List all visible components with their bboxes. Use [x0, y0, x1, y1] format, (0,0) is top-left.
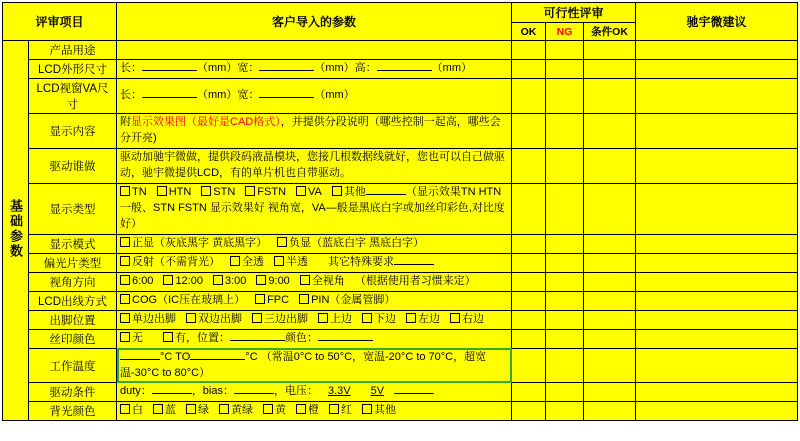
option-text: 绿 — [198, 404, 210, 417]
checkbox-icon[interactable] — [120, 256, 130, 266]
advice-cell[interactable] — [636, 234, 798, 253]
advice-cell[interactable] — [636, 60, 798, 79]
row-item-label: 背光颜色 — [29, 402, 117, 421]
row-parameters-cell[interactable] — [117, 402, 512, 421]
checkbox-icon[interactable] — [362, 313, 372, 323]
row-parameters-cell[interactable] — [117, 272, 512, 291]
category-cell — [3, 41, 29, 421]
option-text: （mm） — [314, 89, 355, 102]
review-ng-cell[interactable] — [546, 348, 584, 383]
table-row — [3, 383, 798, 402]
review-ok-cell[interactable] — [512, 253, 546, 272]
row-item-label: 驱动谁做 — [29, 148, 117, 183]
row-item-label: LCD视窗VA尺寸 — [29, 79, 117, 114]
checkbox-icon[interactable] — [153, 404, 163, 414]
row-item-label: 产品用途 — [29, 41, 117, 60]
row-parameters-cell[interactable] — [117, 79, 512, 114]
advice-cell[interactable] — [636, 383, 798, 402]
col-header-review: 可行性评审 — [512, 3, 636, 23]
review-cond-cell[interactable] — [584, 291, 636, 310]
checkbox-icon[interactable] — [163, 275, 173, 285]
row-parameters-cell[interactable] — [117, 114, 512, 149]
row-item-label: 工作温度 — [29, 348, 117, 383]
option-text: FSTN — [257, 185, 287, 198]
option-text: 上边 — [330, 312, 353, 325]
checkbox-icon[interactable] — [274, 256, 284, 266]
table-row — [3, 79, 798, 114]
checkbox-icon[interactable] — [120, 313, 130, 323]
row-parameters-cell[interactable] — [117, 291, 512, 310]
category-label: 基础参数 — [8, 199, 23, 260]
review-cond-cell[interactable] — [584, 41, 636, 60]
checkbox-icon[interactable] — [186, 404, 196, 414]
row-parameters-cell[interactable] — [117, 183, 512, 234]
row-item-label: 驱动条件 — [29, 383, 117, 402]
option-text: 6:00 — [132, 274, 154, 287]
review-ok-cell[interactable] — [512, 60, 546, 79]
option-text: 黄 — [275, 404, 287, 417]
advice-cell[interactable] — [636, 253, 798, 272]
advice-cell[interactable] — [636, 402, 798, 421]
review-cond-cell[interactable] — [584, 114, 636, 149]
table-header-row — [3, 3, 798, 23]
option-text: COG（IC压在玻璃上） — [132, 293, 246, 306]
checkbox-icon[interactable] — [296, 186, 306, 196]
review-ng-cell[interactable] — [546, 234, 584, 253]
review-ng-cell[interactable] — [546, 310, 584, 329]
row-parameters-cell[interactable] — [117, 348, 512, 383]
review-ng-cell[interactable] — [546, 253, 584, 272]
option-text: 3:00 — [224, 274, 247, 287]
review-ng-cell[interactable] — [546, 41, 584, 60]
checkbox-icon[interactable] — [120, 294, 130, 304]
option-text: 右边 — [462, 312, 485, 325]
table-row — [3, 272, 798, 291]
checkbox-icon[interactable] — [213, 275, 223, 285]
review-cond-cell[interactable] — [584, 329, 636, 348]
checkbox-icon[interactable] — [277, 237, 287, 247]
checkbox-icon[interactable] — [201, 186, 211, 196]
highlighted-note: 显示效果图（最好是CAD格式） — [131, 116, 281, 128]
row-parameters-cell[interactable] — [117, 383, 512, 402]
checkbox-icon[interactable] — [186, 313, 196, 323]
option-text: （mm）高： — [314, 62, 377, 75]
checkbox-icon[interactable] — [329, 404, 339, 414]
checkbox-icon[interactable] — [450, 313, 460, 323]
fill-in-blank[interactable] — [318, 340, 373, 341]
underlined-option[interactable]: 5V — [370, 385, 385, 398]
checkbox-icon[interactable] — [299, 294, 309, 304]
advice-cell[interactable] — [636, 183, 798, 234]
option-text: PIN（金属管脚） — [311, 293, 396, 306]
table-row — [3, 60, 798, 79]
option-text: 有，位置： — [175, 331, 231, 344]
option-text: （显示效果TN HTN一般、STN FSTN 显示效果好 视角宽，VA—般是黑底白字或加丝印彩色,对比度好） — [120, 185, 505, 230]
fill-in-blank[interactable] — [259, 97, 314, 98]
option-text: 长： — [120, 89, 143, 102]
fill-in-blank[interactable] — [190, 359, 245, 360]
row-parameters-cell[interactable] — [117, 234, 512, 253]
option-text: 其它特殊要求 — [328, 255, 395, 268]
review-cond-cell[interactable] — [584, 402, 636, 421]
option-text: 黄绿 — [231, 404, 254, 417]
review-cond-cell[interactable] — [584, 272, 636, 291]
review-form-table — [2, 2, 798, 421]
review-ng-cell[interactable] — [546, 291, 584, 310]
review-ok-cell[interactable] — [512, 402, 546, 421]
review-ok-cell[interactable] — [512, 348, 546, 383]
fill-in-blank[interactable] — [142, 70, 197, 71]
checkbox-icon[interactable] — [256, 275, 266, 285]
option-text: 其他 — [343, 185, 366, 198]
row-parameters-cell[interactable] — [117, 253, 512, 272]
row-item-label: LCD出线方式 — [29, 291, 117, 310]
option-text: ，bias： — [191, 385, 234, 398]
row-parameters-cell[interactable] — [117, 329, 512, 348]
checkbox-icon[interactable] — [362, 404, 372, 414]
checkbox-icon[interactable] — [157, 186, 167, 196]
option-text: 附 — [120, 116, 132, 128]
fill-in-blank[interactable] — [152, 393, 192, 394]
fill-in-blank[interactable] — [394, 393, 434, 394]
underlined-option[interactable]: 3.3V — [328, 385, 351, 398]
checkbox-icon[interactable] — [219, 404, 229, 414]
review-cond-cell[interactable] — [584, 253, 636, 272]
option-text: 橙 — [308, 404, 320, 417]
advice-cell[interactable] — [636, 79, 798, 114]
table-row — [3, 310, 798, 329]
option-text: °C TO — [160, 350, 191, 363]
review-cond-cell[interactable] — [584, 79, 636, 114]
checkbox-icon[interactable] — [406, 313, 416, 323]
option-text: ，并提供分段说明（哪些控制一起高，哪些会分开亮) — [120, 116, 501, 144]
table-row — [3, 234, 798, 253]
option-text: 反射（不需背光） — [132, 255, 221, 268]
advice-cell[interactable] — [636, 348, 798, 383]
row-item-label: 显示类型 — [29, 183, 117, 234]
option-text: 半透 — [286, 255, 309, 268]
review-cond-cell[interactable] — [584, 148, 636, 183]
checkbox-icon[interactable] — [163, 332, 173, 342]
review-ng-cell[interactable] — [546, 272, 584, 291]
option-text: 驱动加驰宇微做，提供段码液晶模块，您接几根数据线就好，您也可以自己做驱动，驰宇微提供LCD，有的单片机也自带驱动。 — [120, 150, 506, 179]
option-text: （mm）宽： — [197, 89, 260, 102]
review-cond-cell[interactable] — [584, 234, 636, 253]
review-cond-cell[interactable] — [584, 310, 636, 329]
option-text: STN — [213, 185, 236, 198]
review-ng-cell[interactable] — [546, 114, 584, 149]
option-text: TN — [132, 185, 147, 198]
fill-in-blank[interactable] — [394, 264, 434, 265]
review-ng-cell[interactable] — [546, 383, 584, 402]
option-text: °C （常温0°C to 50°C，宽温-20°C to 70°C，超宽温-30°C to 80°C） — [120, 350, 487, 379]
review-cond-cell[interactable] — [584, 348, 636, 383]
fill-in-blank[interactable] — [259, 70, 314, 71]
review-ok-cell[interactable] — [512, 291, 546, 310]
review-ok-cell[interactable] — [512, 383, 546, 402]
review-ok-cell[interactable] — [512, 79, 546, 114]
fill-in-blank[interactable] — [234, 393, 274, 394]
table-body — [3, 41, 798, 421]
review-ok-cell[interactable] — [512, 234, 546, 253]
table-row — [3, 148, 798, 183]
row-item-label: 显示内容 — [29, 114, 117, 149]
table-row — [3, 329, 798, 348]
checkbox-icon[interactable] — [120, 186, 130, 196]
table-row — [3, 291, 798, 310]
option-text: 负显（蓝底白字 黑底白字） — [289, 236, 425, 249]
option-text: 红 — [341, 404, 353, 417]
review-cond-cell[interactable] — [584, 60, 636, 79]
option-text: 正显（灰底黑字 黄底黑字） — [132, 236, 268, 249]
checkbox-icon[interactable] — [318, 313, 328, 323]
table-row — [3, 348, 798, 383]
review-ok-cell[interactable] — [512, 183, 546, 234]
checkbox-icon[interactable] — [332, 186, 342, 196]
advice-cell[interactable] — [636, 329, 798, 348]
option-text: 三边出脚 — [264, 312, 309, 325]
option-text: 全透 — [242, 255, 265, 268]
option-text: （mm） — [431, 62, 472, 75]
review-ok-cell[interactable] — [512, 114, 546, 149]
option-text: 9:00 — [268, 274, 290, 287]
row-parameters-cell[interactable] — [117, 148, 512, 183]
review-ok-cell[interactable] — [512, 310, 546, 329]
checkbox-icon[interactable] — [296, 404, 306, 414]
advice-cell[interactable] — [636, 272, 798, 291]
row-item-label: 显示模式 — [29, 234, 117, 253]
table-row — [3, 41, 798, 60]
option-text: 长： — [120, 62, 143, 75]
col-header-conditional-ok: 条件OK — [584, 23, 636, 41]
fill-in-blank[interactable] — [142, 97, 197, 98]
option-text: 其他 — [374, 404, 397, 417]
row-item-label: 丝印颜色 — [29, 329, 117, 348]
fill-in-blank[interactable] — [377, 70, 432, 71]
col-header-advice: 驰宇微建议 — [636, 3, 798, 41]
row-item-label: 偏光片类型 — [29, 253, 117, 272]
advice-cell[interactable] — [636, 310, 798, 329]
review-ng-cell[interactable] — [546, 183, 584, 234]
review-ng-cell[interactable] — [546, 60, 584, 79]
review-ng-cell[interactable] — [546, 329, 584, 348]
option-text: 无 — [132, 331, 144, 344]
option-text: FPC — [267, 293, 290, 306]
review-ok-cell[interactable] — [512, 329, 546, 348]
fill-in-blank[interactable] — [120, 359, 160, 360]
option-text: 单边出脚 — [132, 312, 177, 325]
review-ng-cell[interactable] — [546, 402, 584, 421]
table-row — [3, 402, 798, 421]
review-ok-cell[interactable] — [512, 272, 546, 291]
option-text: duty： — [120, 385, 152, 398]
review-ok-cell[interactable] — [512, 148, 546, 183]
checkbox-icon[interactable] — [120, 332, 130, 342]
advice-cell[interactable] — [636, 41, 798, 60]
table-row — [3, 114, 798, 149]
row-item-label: LCD外形尺寸 — [29, 60, 117, 79]
col-header-ok: OK — [512, 23, 546, 41]
review-cond-cell[interactable] — [584, 383, 636, 402]
fill-in-blank[interactable] — [230, 340, 285, 341]
row-parameters-cell[interactable] — [117, 41, 512, 60]
advice-cell[interactable] — [636, 114, 798, 149]
review-ng-cell[interactable] — [546, 79, 584, 114]
col-header-item: 评审项目 — [3, 3, 117, 41]
option-text: （mm）宽： — [197, 62, 260, 75]
option-text: 12:00 — [175, 274, 203, 287]
option-text: 左边 — [418, 312, 441, 325]
checkbox-icon[interactable] — [120, 404, 130, 414]
option-text: 全视角 — [311, 274, 345, 287]
option-text: 下边 — [374, 312, 397, 325]
row-item-label: 出脚位置 — [29, 310, 117, 329]
row-parameters-cell[interactable] — [117, 310, 512, 329]
review-ng-cell[interactable] — [546, 148, 584, 183]
option-text: 蓝 — [165, 404, 177, 417]
advice-cell[interactable] — [636, 291, 798, 310]
checkbox-icon[interactable] — [255, 294, 265, 304]
row-parameters-cell[interactable] — [117, 60, 512, 79]
option-text: （根据使用者习惯来定） — [354, 274, 476, 287]
col-header-params: 客户导入的参数 — [117, 3, 512, 41]
checkbox-icon[interactable] — [245, 186, 255, 196]
checkbox-icon[interactable] — [120, 275, 130, 285]
checkbox-icon[interactable] — [300, 275, 310, 285]
option-text: ，电压： — [274, 385, 318, 398]
fill-in-blank[interactable] — [366, 194, 406, 195]
option-text: 双边出脚 — [198, 312, 243, 325]
checkbox-icon[interactable] — [230, 256, 240, 266]
review-cond-cell[interactable] — [584, 183, 636, 234]
table-row — [3, 253, 798, 272]
review-ok-cell[interactable] — [512, 41, 546, 60]
checkbox-icon[interactable] — [252, 313, 262, 323]
advice-cell[interactable] — [636, 148, 798, 183]
col-header-ng: NG — [546, 23, 584, 41]
option-text: 颜色： — [285, 331, 319, 344]
option-text: 白 — [132, 404, 144, 417]
row-item-label: 视角方向 — [29, 272, 117, 291]
option-text: VA — [308, 185, 322, 198]
option-text: HTN — [168, 185, 192, 198]
checkbox-icon[interactable] — [120, 237, 130, 247]
checkbox-icon[interactable] — [263, 404, 273, 414]
table-row — [3, 183, 798, 234]
